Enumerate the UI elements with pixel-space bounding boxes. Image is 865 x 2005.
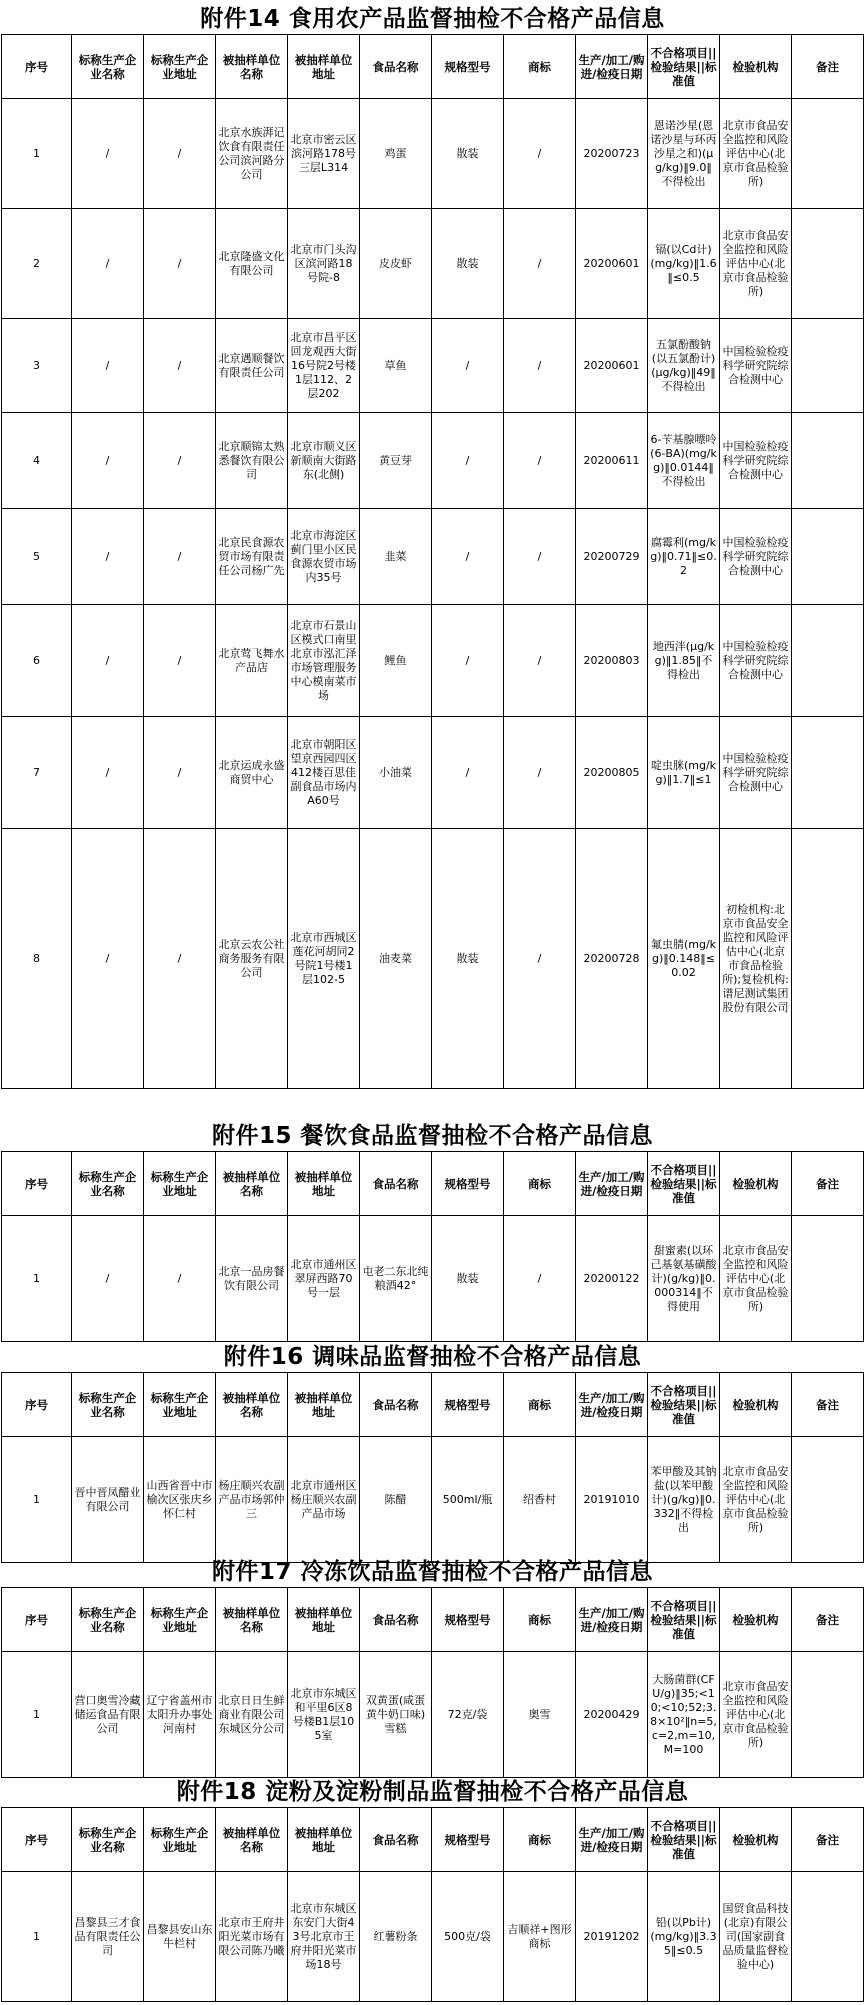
header-manufacturer-address: 标称生产企业地址 bbox=[144, 1808, 216, 1872]
cell-note bbox=[792, 509, 864, 605]
cell-result: 啶虫脒(mg/kg)‖1.7‖≤1 bbox=[648, 717, 720, 829]
header-sampled-unit: 被抽样单位名称 bbox=[216, 35, 288, 99]
cell-manufacturer: 晋中晋凤醋业有限公司 bbox=[72, 1437, 144, 1563]
cell-manufacturer-address: / bbox=[144, 717, 216, 829]
cell-spec: / bbox=[432, 717, 504, 829]
cell-agency: 北京市食品安全监控和风险评估中心(北京市食品检验所) bbox=[720, 209, 792, 319]
cell-sampled-unit: 北京遇顺餐饮有限责任公司 bbox=[216, 319, 288, 413]
header-manufacturer: 标称生产企业名称 bbox=[72, 1588, 144, 1652]
header-manufacturer: 标称生产企业名称 bbox=[72, 1373, 144, 1437]
header-brand: 商标 bbox=[504, 1588, 576, 1652]
cell-sampled-unit-address: 北京市东城区东安门大街43号北京市王府井阳光菜市场18号 bbox=[288, 1872, 360, 2002]
header-result: 不合格项目||检验结果||标准值 bbox=[648, 1588, 720, 1652]
header-manufacturer-address: 标称生产企业地址 bbox=[144, 1373, 216, 1437]
cell-agency: 初检机构:北京市食品安全监控和风险评估中心(北京市食品检验所);复检机构:谱尼测试集团股份有限公司 bbox=[720, 829, 792, 1089]
cell-manufacturer: 昌黎县三才食品有限责任公司 bbox=[72, 1872, 144, 2002]
cell-sampled-unit-address: 北京市顺义区新顺南大街路东(北侧) bbox=[288, 413, 360, 509]
cell-manufacturer: / bbox=[72, 605, 144, 717]
cell-sampled-unit-address: 北京市密云区滨河路178号三层L314 bbox=[288, 99, 360, 209]
cell-manufacturer: / bbox=[72, 413, 144, 509]
cell-brand: / bbox=[504, 209, 576, 319]
header-note: 备注 bbox=[792, 1588, 864, 1652]
cell-brand: / bbox=[504, 1216, 576, 1342]
header-agency: 检验机构 bbox=[720, 1373, 792, 1437]
cell-note bbox=[792, 1216, 864, 1342]
result-table bbox=[1, 1587, 864, 1778]
table-row bbox=[2, 1437, 864, 1563]
header-date: 生产/加工/购进/检疫日期 bbox=[576, 1588, 648, 1652]
cell-brand: / bbox=[504, 605, 576, 717]
cell-note bbox=[792, 829, 864, 1089]
cell-sampled-unit: 北京莺飞舞水产品店 bbox=[216, 605, 288, 717]
cell-sampled-unit-address: 北京市西城区莲花河胡同2号院1号楼1层102-5 bbox=[288, 829, 360, 1089]
header-no: 序号 bbox=[2, 1373, 72, 1437]
cell-note bbox=[792, 1872, 864, 2002]
cell-spec: / bbox=[432, 319, 504, 413]
cell-agency: 中国检验检疫科学研究院综合检测中心 bbox=[720, 509, 792, 605]
cell-spec: 散装 bbox=[432, 209, 504, 319]
cell-brand: / bbox=[504, 829, 576, 1089]
table-row bbox=[2, 99, 864, 209]
cell-agency: 北京市食品安全监控和风险评估中心(北京市食品检验所) bbox=[720, 1437, 792, 1563]
cell-date: 20200805 bbox=[576, 717, 648, 829]
header-manufacturer-address: 标称生产企业地址 bbox=[144, 1588, 216, 1652]
table-row bbox=[2, 717, 864, 829]
cell-date: 20200729 bbox=[576, 509, 648, 605]
cell-no: 2 bbox=[2, 209, 72, 319]
header-manufacturer-address: 标称生产企业地址 bbox=[144, 1152, 216, 1216]
header-note: 备注 bbox=[792, 35, 864, 99]
header-result: 不合格项目||检验结果||标准值 bbox=[648, 1808, 720, 1872]
header-sampled-unit-address: 被抽样单位地址 bbox=[288, 1588, 360, 1652]
cell-date: 20191010 bbox=[576, 1437, 648, 1563]
section-title: 附件14 食用农产品监督抽检不合格产品信息 bbox=[200, 6, 665, 32]
cell-result: 甜蜜素(以环己基氨基磺酸计)(g/kg)‖0.000314‖不得使用 bbox=[648, 1216, 720, 1342]
cell-manufacturer: / bbox=[72, 829, 144, 1089]
header-agency: 检验机构 bbox=[720, 1152, 792, 1216]
cell-no: 7 bbox=[2, 717, 72, 829]
cell-manufacturer: / bbox=[72, 717, 144, 829]
cell-food-name: 红薯粉条 bbox=[360, 1872, 432, 2002]
header-result: 不合格项目||检验结果||标准值 bbox=[648, 35, 720, 99]
cell-manufacturer-address: / bbox=[144, 605, 216, 717]
header-food-name: 食品名称 bbox=[360, 1808, 432, 1872]
result-table bbox=[1, 1372, 864, 1563]
header-food-name: 食品名称 bbox=[360, 35, 432, 99]
cell-brand: 吉顺祥+图形商标 bbox=[504, 1872, 576, 2002]
cell-no: 4 bbox=[2, 413, 72, 509]
table-header-row bbox=[2, 35, 864, 99]
cell-agency: 北京市食品安全监控和风险评估中心(北京市食品检验所) bbox=[720, 99, 792, 209]
cell-manufacturer: / bbox=[72, 99, 144, 209]
result-table bbox=[1, 1151, 864, 1342]
cell-sampled-unit-address: 北京市石景山区模式口南里北京市泓汇泽市场管理服务中心模南菜市场 bbox=[288, 605, 360, 717]
table-row bbox=[2, 509, 864, 605]
cell-result: 地西泮(μg/kg)‖1.85‖不得检出 bbox=[648, 605, 720, 717]
header-food-name: 食品名称 bbox=[360, 1152, 432, 1216]
cell-spec: 散装 bbox=[432, 829, 504, 1089]
cell-brand: / bbox=[504, 717, 576, 829]
cell-agency: 北京市食品安全监控和风险评估中心(北京市食品检验所) bbox=[720, 1652, 792, 1778]
cell-sampled-unit: 北京民食源农贸市场有限责任公司杨广先 bbox=[216, 509, 288, 605]
cell-brand: 奥雪 bbox=[504, 1652, 576, 1778]
cell-food-name: 黄豆芽 bbox=[360, 413, 432, 509]
table-row bbox=[2, 319, 864, 413]
header-sampled-unit: 被抽样单位名称 bbox=[216, 1588, 288, 1652]
table-row bbox=[2, 1872, 864, 2002]
cell-brand: / bbox=[504, 509, 576, 605]
header-spec: 规格型号 bbox=[432, 1152, 504, 1216]
cell-sampled-unit: 北京顺锦太熟悉餐饮有限公司 bbox=[216, 413, 288, 509]
cell-manufacturer-address: 山西省晋中市榆次区张庆乡怀仁村 bbox=[144, 1437, 216, 1563]
cell-food-name: 陈醋 bbox=[360, 1437, 432, 1563]
header-sampled-unit: 被抽样单位名称 bbox=[216, 1808, 288, 1872]
table-row bbox=[2, 413, 864, 509]
cell-date: 20200601 bbox=[576, 209, 648, 319]
cell-food-name: 韭菜 bbox=[360, 509, 432, 605]
cell-result: 6-苄基腺嘌呤(6-BA)(mg/kg)‖0.0144‖不得检出 bbox=[648, 413, 720, 509]
cell-no: 1 bbox=[2, 99, 72, 209]
cell-food-name: 双黄蛋(咸蛋黄牛奶口味)雪糕 bbox=[360, 1652, 432, 1778]
header-sampled-unit-address: 被抽样单位地址 bbox=[288, 1373, 360, 1437]
cell-spec: 散装 bbox=[432, 1216, 504, 1342]
cell-manufacturer-address: / bbox=[144, 99, 216, 209]
cell-no: 1 bbox=[2, 1652, 72, 1778]
header-date: 生产/加工/购进/检疫日期 bbox=[576, 35, 648, 99]
cell-note bbox=[792, 717, 864, 829]
cell-sampled-unit-address: 北京市朝阳区望京西园四区412楼百思佳副食品市场内A60号 bbox=[288, 717, 360, 829]
section-title: 附件17 冷冻饮品监督抽检不合格产品信息 bbox=[211, 1559, 653, 1585]
cell-spec: 500ml/瓶 bbox=[432, 1437, 504, 1563]
cell-date: 20200601 bbox=[576, 319, 648, 413]
header-manufacturer: 标称生产企业名称 bbox=[72, 1808, 144, 1872]
header-agency: 检验机构 bbox=[720, 1588, 792, 1652]
cell-result: 腐霉利(mg/kg)‖0.71‖≤0.2 bbox=[648, 509, 720, 605]
header-note: 备注 bbox=[792, 1373, 864, 1437]
cell-sampled-unit: 北京云农公社商务服务有限公司 bbox=[216, 829, 288, 1089]
cell-sampled-unit: 北京日日生鲜商业有限公司东城区分公司 bbox=[216, 1652, 288, 1778]
cell-sampled-unit-address: 北京市昌平区回龙观西大街16号院2号楼1层112、2层202 bbox=[288, 319, 360, 413]
cell-no: 3 bbox=[2, 319, 72, 413]
section-title: 附件16 调味品监督抽检不合格产品信息 bbox=[223, 1344, 642, 1370]
cell-no: 8 bbox=[2, 829, 72, 1089]
cell-sampled-unit-address: 北京市通州区杨庄顺兴农副产品市场 bbox=[288, 1437, 360, 1563]
table-header-row bbox=[2, 1808, 864, 1872]
header-manufacturer-address: 标称生产企业地址 bbox=[144, 35, 216, 99]
cell-note bbox=[792, 1437, 864, 1563]
cell-spec: 散装 bbox=[432, 99, 504, 209]
cell-date: 20200728 bbox=[576, 829, 648, 1089]
cell-agency: 中国检验检疫科学研究院综合检测中心 bbox=[720, 413, 792, 509]
header-spec: 规格型号 bbox=[432, 35, 504, 99]
table-row bbox=[2, 829, 864, 1089]
cell-sampled-unit: 北京运成永盛商贸中心 bbox=[216, 717, 288, 829]
header-agency: 检验机构 bbox=[720, 35, 792, 99]
cell-sampled-unit: 北京隆盛文化有限公司 bbox=[216, 209, 288, 319]
cell-result: 大肠菌群(CFU/g)‖35;<10;<10;52;3.8×10²‖n=5,c=2,m=10,M=100 bbox=[648, 1652, 720, 1778]
table-header-row bbox=[2, 1152, 864, 1216]
cell-food-name: 鸡蛋 bbox=[360, 99, 432, 209]
cell-brand: / bbox=[504, 413, 576, 509]
cell-sampled-unit-address: 北京市东城区和平里6区8号楼B1层105室 bbox=[288, 1652, 360, 1778]
header-manufacturer: 标称生产企业名称 bbox=[72, 1152, 144, 1216]
cell-manufacturer-address: / bbox=[144, 413, 216, 509]
cell-note bbox=[792, 209, 864, 319]
header-date: 生产/加工/购进/检疫日期 bbox=[576, 1152, 648, 1216]
result-table bbox=[1, 1807, 864, 2002]
cell-manufacturer-address: / bbox=[144, 1216, 216, 1342]
header-brand: 商标 bbox=[504, 1152, 576, 1216]
cell-no: 1 bbox=[2, 1216, 72, 1342]
cell-manufacturer-address: / bbox=[144, 319, 216, 413]
cell-note bbox=[792, 99, 864, 209]
table-header-row bbox=[2, 1373, 864, 1437]
table-row bbox=[2, 605, 864, 717]
header-note: 备注 bbox=[792, 1808, 864, 1872]
cell-note bbox=[792, 413, 864, 509]
cell-date: 20200429 bbox=[576, 1652, 648, 1778]
cell-result: 五氯酚酸钠(以五氯酚计)(μg/kg)‖49‖不得检出 bbox=[648, 319, 720, 413]
cell-brand: / bbox=[504, 319, 576, 413]
cell-agency: 中国检验检疫科学研究院综合检测中心 bbox=[720, 319, 792, 413]
cell-manufacturer: / bbox=[72, 509, 144, 605]
cell-sampled-unit-address: 北京市通州区翠屏西路70号一层 bbox=[288, 1216, 360, 1342]
header-sampled-unit-address: 被抽样单位地址 bbox=[288, 1152, 360, 1216]
header-no: 序号 bbox=[2, 1152, 72, 1216]
table-row bbox=[2, 1216, 864, 1342]
cell-food-name: 鲤鱼 bbox=[360, 605, 432, 717]
cell-food-name: 屯老二东北纯粮酒42° bbox=[360, 1216, 432, 1342]
cell-brand: 绍香村 bbox=[504, 1437, 576, 1563]
cell-agency: 国贸食品科技(北京)有限公司(国家副食品质量监督检验中心) bbox=[720, 1872, 792, 2002]
header-brand: 商标 bbox=[504, 1373, 576, 1437]
cell-agency: 中国检验检疫科学研究院综合检测中心 bbox=[720, 717, 792, 829]
cell-spec: / bbox=[432, 509, 504, 605]
cell-date: 20200803 bbox=[576, 605, 648, 717]
header-no: 序号 bbox=[2, 1588, 72, 1652]
cell-result: 镉(以Cd计)(mg/kg)‖1.6‖≤0.5 bbox=[648, 209, 720, 319]
cell-result: 苯甲酸及其钠盐(以苯甲酸计)(g/kg)‖0.332‖不得检出 bbox=[648, 1437, 720, 1563]
header-no: 序号 bbox=[2, 35, 72, 99]
cell-date: 20191202 bbox=[576, 1872, 648, 2002]
cell-manufacturer-address: 昌黎县安山东牛栏村 bbox=[144, 1872, 216, 2002]
header-manufacturer: 标称生产企业名称 bbox=[72, 35, 144, 99]
cell-food-name: 皮皮虾 bbox=[360, 209, 432, 319]
cell-result: 恩诺沙星(恩诺沙星与环丙沙星之和)(μg/kg)‖9.0‖不得检出 bbox=[648, 99, 720, 209]
header-no: 序号 bbox=[2, 1808, 72, 1872]
cell-sampled-unit: 北京一品房餐饮有限公司 bbox=[216, 1216, 288, 1342]
cell-agency: 中国检验检疫科学研究院综合检测中心 bbox=[720, 605, 792, 717]
header-sampled-unit-address: 被抽样单位地址 bbox=[288, 1808, 360, 1872]
header-sampled-unit: 被抽样单位名称 bbox=[216, 1152, 288, 1216]
cell-spec: 500克/袋 bbox=[432, 1872, 504, 2002]
header-note: 备注 bbox=[792, 1152, 864, 1216]
cell-manufacturer-address: / bbox=[144, 509, 216, 605]
header-brand: 商标 bbox=[504, 1808, 576, 1872]
cell-manufacturer-address: 辽宁省盖州市太阳升办事处河南村 bbox=[144, 1652, 216, 1778]
cell-manufacturer: / bbox=[72, 209, 144, 319]
cell-sampled-unit: 北京水族湃记饮食有限责任公司滨河路分公司 bbox=[216, 99, 288, 209]
cell-sampled-unit: 北京市王府井阳光菜市场有限公司陈乃曦 bbox=[216, 1872, 288, 2002]
header-result: 不合格项目||检验结果||标准值 bbox=[648, 1152, 720, 1216]
header-food-name: 食品名称 bbox=[360, 1588, 432, 1652]
cell-date: 20200122 bbox=[576, 1216, 648, 1342]
cell-result: 铅(以Pb计)(mg/kg)‖3.35‖≤0.5 bbox=[648, 1872, 720, 2002]
cell-no: 1 bbox=[2, 1437, 72, 1563]
header-spec: 规格型号 bbox=[432, 1373, 504, 1437]
cell-no: 6 bbox=[2, 605, 72, 717]
header-result: 不合格项目||检验结果||标准值 bbox=[648, 1373, 720, 1437]
header-spec: 规格型号 bbox=[432, 1588, 504, 1652]
cell-brand: / bbox=[504, 99, 576, 209]
cell-manufacturer: / bbox=[72, 319, 144, 413]
header-date: 生产/加工/购进/检疫日期 bbox=[576, 1373, 648, 1437]
header-brand: 商标 bbox=[504, 35, 576, 99]
cell-sampled-unit: 杨庄顺兴农副产品市场郭仲三 bbox=[216, 1437, 288, 1563]
cell-spec: / bbox=[432, 413, 504, 509]
cell-spec: / bbox=[432, 605, 504, 717]
cell-note bbox=[792, 605, 864, 717]
cell-result: 氟虫腈(mg/kg)‖0.148‖≤0.02 bbox=[648, 829, 720, 1089]
cell-no: 5 bbox=[2, 509, 72, 605]
result-table bbox=[1, 34, 864, 1089]
table-header-row bbox=[2, 1588, 864, 1652]
cell-no: 1 bbox=[2, 1872, 72, 2002]
section-title: 附件15 餐饮食品监督抽检不合格产品信息 bbox=[211, 1123, 653, 1149]
header-spec: 规格型号 bbox=[432, 1808, 504, 1872]
cell-manufacturer: 营口奥雪冷藏储运食品有限公司 bbox=[72, 1652, 144, 1778]
cell-date: 20200611 bbox=[576, 413, 648, 509]
cell-sampled-unit-address: 北京市门头沟区滨河路18号院-8 bbox=[288, 209, 360, 319]
header-sampled-unit-address: 被抽样单位地址 bbox=[288, 35, 360, 99]
cell-manufacturer: / bbox=[72, 1216, 144, 1342]
section-title: 附件18 淀粉及淀粉制品监督抽检不合格产品信息 bbox=[176, 1779, 689, 1805]
table-row bbox=[2, 209, 864, 319]
header-date: 生产/加工/购进/检疫日期 bbox=[576, 1808, 648, 1872]
cell-spec: 72克/袋 bbox=[432, 1652, 504, 1778]
cell-manufacturer-address: / bbox=[144, 209, 216, 319]
cell-food-name: 小油菜 bbox=[360, 717, 432, 829]
cell-food-name: 油麦菜 bbox=[360, 829, 432, 1089]
table-row bbox=[2, 1652, 864, 1778]
cell-date: 20200723 bbox=[576, 99, 648, 209]
header-agency: 检验机构 bbox=[720, 1808, 792, 1872]
header-sampled-unit: 被抽样单位名称 bbox=[216, 1373, 288, 1437]
cell-food-name: 草鱼 bbox=[360, 319, 432, 413]
cell-sampled-unit-address: 北京市海淀区蓟门里小区民食源农贸市场内35号 bbox=[288, 509, 360, 605]
cell-note bbox=[792, 319, 864, 413]
cell-note bbox=[792, 1652, 864, 1778]
header-food-name: 食品名称 bbox=[360, 1373, 432, 1437]
cell-manufacturer-address: / bbox=[144, 829, 216, 1089]
cell-agency: 北京市食品安全监控和风险评估中心(北京市食品检验所) bbox=[720, 1216, 792, 1342]
